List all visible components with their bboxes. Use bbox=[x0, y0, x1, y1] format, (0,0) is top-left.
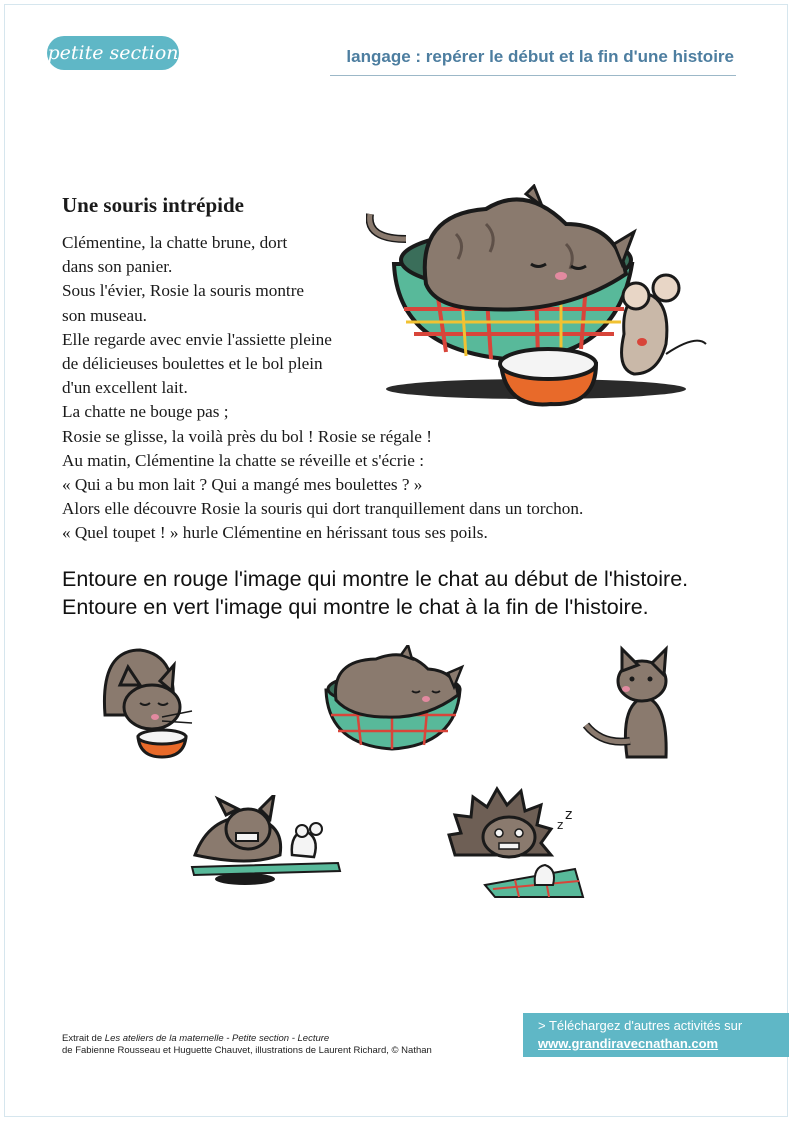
story-line: son museau. bbox=[62, 305, 147, 325]
download-link[interactable]: www.grandiravecnathan.com bbox=[538, 1036, 719, 1051]
cat-sleeping-in-basket-icon[interactable] bbox=[316, 645, 468, 757]
cat-surprised-mouse-escaping-icon[interactable] bbox=[190, 795, 342, 887]
story-line: Sous l'évier, Rosie la souris montre bbox=[62, 281, 305, 301]
credit-authors: de Fabienne Rousseau et Huguette Chauvet, illustrations de Laurent Richard, © Nathan bbox=[62, 1045, 432, 1056]
header-divider bbox=[330, 75, 736, 76]
cat-drinking-milk-icon[interactable] bbox=[100, 645, 200, 765]
story-title: Une souris intrépide bbox=[62, 193, 245, 217]
story-line: Clémentine, la chatte brune, dort bbox=[62, 233, 288, 252]
story-text bbox=[62, 231, 583, 546]
cat-bristled-mouse-sleeping-on-towel-icon[interactable] bbox=[445, 785, 587, 901]
story-line: d'un excellent lait. bbox=[62, 378, 188, 398]
story-line: « Qui a bu mon lait ? Qui a mangé mes boulettes ? » bbox=[62, 475, 423, 495]
credit-book: Les ateliers de la maternelle - Petite section - Lecture bbox=[104, 1033, 330, 1044]
story-line: « Quel toupet ! » hurle Clémentine en hérissant tous ses poils. bbox=[62, 523, 488, 543]
story-line: dans son panier. bbox=[62, 257, 173, 277]
svg-text:z: z bbox=[565, 807, 573, 823]
svg-text:z: z bbox=[557, 818, 564, 832]
story-line: Rosie se glisse, la voilà près du bol ! Rosie se régale ! bbox=[62, 426, 432, 446]
credits bbox=[62, 1033, 432, 1057]
story-line: La chatte ne bouge pas ; bbox=[62, 402, 229, 422]
header-title: langage : repérer le début et la fin d'une histoire bbox=[346, 47, 734, 66]
level-badge: petite section bbox=[47, 36, 179, 70]
instruction-red: Entoure en rouge l'image qui montre le chat au début de l'histoire. bbox=[62, 567, 689, 591]
story-line: de délicieuses boulettes et le bol plein bbox=[62, 354, 323, 374]
cat-sitting-icon[interactable] bbox=[582, 645, 692, 763]
page-frame bbox=[4, 4, 788, 1117]
download-text: > Téléchargez d'autres activités sur bbox=[538, 1018, 743, 1033]
download-box bbox=[523, 1013, 789, 1057]
story-line: Au matin, Clémentine la chatte se réveille et s'écrie : bbox=[62, 450, 424, 470]
instructions bbox=[62, 565, 688, 621]
credit-prefix: Extrait de bbox=[62, 1033, 105, 1044]
story-line: Elle regarde avec envie l'assiette pleine bbox=[62, 329, 332, 349]
instruction-green: Entoure en vert l'image qui montre le chat à la fin de l'histoire. bbox=[62, 595, 649, 619]
story-line: Alors elle découvre Rosie la souris qui dort tranquillement dans un torchon. bbox=[62, 499, 584, 519]
